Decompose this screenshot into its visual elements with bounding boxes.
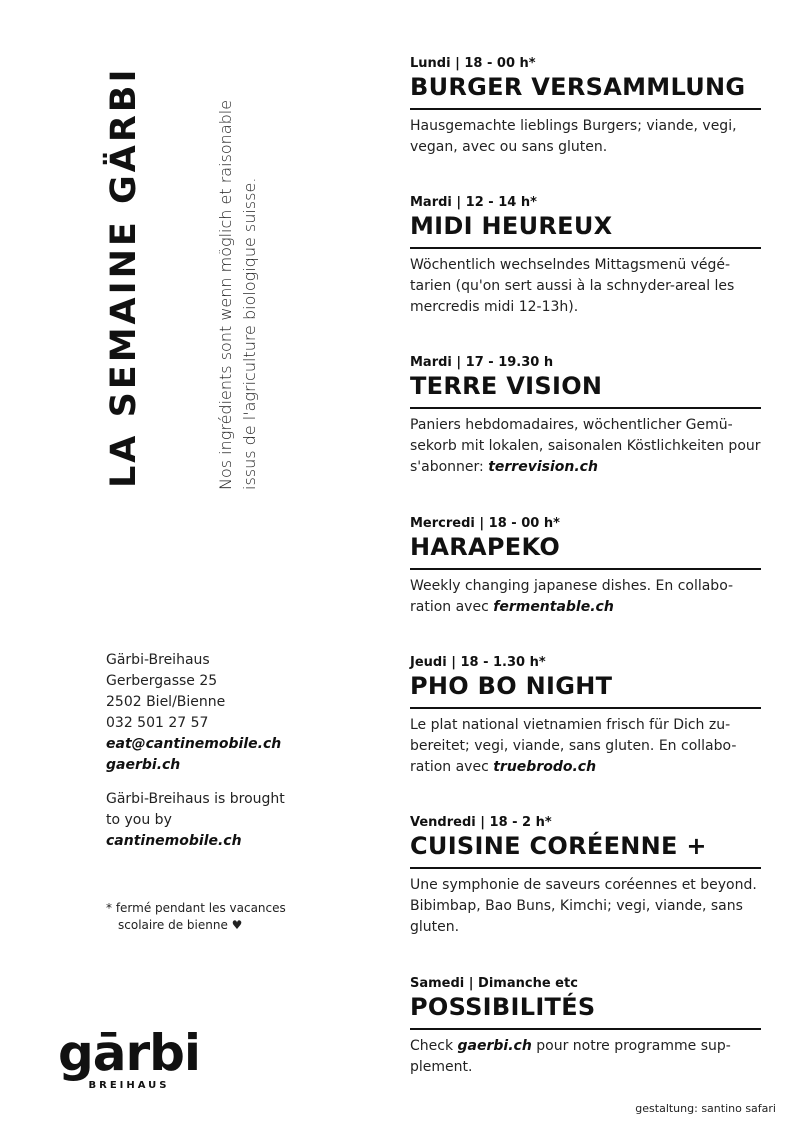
brand-logo	[54, 1024, 204, 1091]
event-description: Une symphonie de saveurs coréennes et beyond. Bibimbap, Bao Buns, Kimchi; vegi, viande, sans gluten.	[410, 877, 757, 935]
tagline-line-2: issus de l'agriculture biologique suisse.	[240, 177, 259, 490]
schedule-item-mercredi	[410, 516, 761, 618]
schedule-item-vendredi	[410, 815, 761, 938]
schedule-item-jeudi	[410, 655, 761, 778]
day-label: Jeudi | 18 - 1.30 h*	[410, 655, 546, 670]
event-title: POSSIBILITÉS	[410, 992, 761, 1030]
website-link[interactable]: gaerbi.ch	[106, 757, 181, 773]
event-description: Paniers hebdomadaires, wöchentlicher Gemü-sekorb mit lokalen, saisonalen Köstlichkeiten pour s'abonner: terrevision.ch	[410, 417, 761, 475]
event-link[interactable]: truebrodo.ch	[493, 759, 597, 775]
page-title: LA SEMAINE GÄRBI	[104, 66, 144, 488]
day-label: Mardi | 17 - 19.30 h	[410, 355, 554, 370]
event-description: Hausgemachte lieblings Burgers; viande, vegi, vegan, avec ou sans gluten.	[410, 118, 737, 155]
cantinemobile-link[interactable]: cantinemobile.ch	[106, 833, 242, 849]
event-description: Weekly changing japanese dishes. En collabo-ration avec fermentable.ch	[410, 578, 734, 615]
note-line-2: scolaire de bienne ♥	[118, 918, 243, 932]
brought-by-line-2: to you by	[106, 812, 172, 828]
event-title: BURGER VERSAMMLUNG	[410, 72, 761, 110]
logo-subtitle: BREIHAUS	[88, 1080, 170, 1091]
note-line-1: * fermé pendant les vacances	[106, 901, 286, 915]
logo-wordmark: gārbi	[57, 1024, 201, 1082]
schedule-item-lundi	[410, 56, 761, 158]
design-credit: gestaltung: santino safari	[635, 1102, 776, 1115]
day-label: Lundi | 18 - 00 h*	[410, 56, 536, 71]
venue-city: 2502 Biel/Bienne	[106, 694, 226, 710]
tagline-line-1: Nos ingrédients sont wenn möglich et raisonable	[216, 99, 235, 490]
venue-street: Gerbergasse 25	[106, 673, 218, 689]
heart-icon: ♥	[231, 918, 243, 932]
event-description: Check gaerbi.ch pour notre programme sup-plement.	[410, 1038, 731, 1075]
day-label: Vendredi | 18 - 2 h*	[410, 815, 552, 830]
closure-note	[106, 900, 336, 934]
day-label: Mardi | 12 - 14 h*	[410, 195, 537, 210]
event-title: PHO BO NIGHT	[410, 671, 761, 709]
tagline	[214, 100, 262, 490]
day-label: Samedi | Dimanche etc	[410, 976, 578, 991]
venue-phone[interactable]: 032 501 27 57	[106, 715, 209, 731]
event-description: Wöchentlich wechselndes Mittagsmenü végé-tarien (qu'on sert aussi à la schnyder-areal les mercredis midi 12-13h).	[410, 257, 735, 315]
schedule-item-mardi-soir	[410, 355, 761, 478]
event-title: HARAPEKO	[410, 532, 761, 570]
day-label: Mercredi | 18 - 00 h*	[410, 516, 560, 531]
contact-block	[106, 650, 346, 852]
event-title: CUISINE CORÉENNE +	[410, 831, 761, 869]
event-link[interactable]: terrevision.ch	[488, 459, 598, 475]
email-link[interactable]: eat@cantinemobile.ch	[106, 736, 282, 752]
schedule-item-weekend	[410, 976, 761, 1078]
event-link[interactable]: fermentable.ch	[493, 599, 614, 615]
brought-by-line-1: Gärbi-Breihaus is brought	[106, 791, 285, 807]
event-title: MIDI HEUREUX	[410, 211, 761, 249]
event-link[interactable]: gaerbi.ch	[457, 1038, 532, 1054]
event-description: Le plat national vietnamien frisch für Dich zu-bereitet; vegi, viande, sans gluten. En collabo-ration avec truebrodo.ch	[410, 717, 737, 775]
schedule-item-mardi-midi	[410, 195, 761, 318]
event-title: TERRE VISION	[410, 371, 761, 409]
venue-name: Gärbi-Breihaus	[106, 652, 210, 668]
